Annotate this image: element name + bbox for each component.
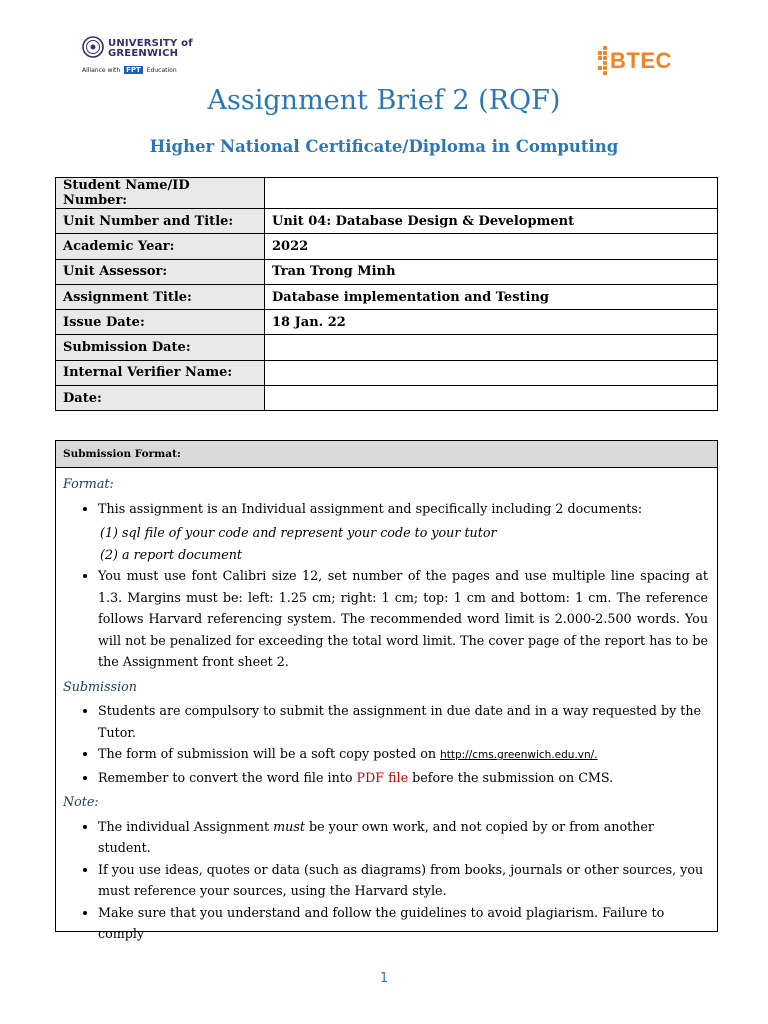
table-row	[56, 386, 718, 411]
submission-format-box	[55, 440, 718, 941]
university-name-line1: UNIVERSITY of	[108, 38, 193, 49]
info-value: Tran Trong Minh	[265, 259, 718, 284]
university-name-line2: GREENWICH	[108, 48, 179, 59]
page-title: Assignment Brief 2 (RQF)	[207, 85, 561, 116]
info-value: 18 Jan. 22	[265, 310, 718, 335]
assignment-info-table	[55, 177, 718, 411]
list-item	[98, 816, 708, 859]
info-value: 2022	[265, 234, 718, 259]
pdf-file-text: PDF file	[356, 769, 409, 785]
table-row	[56, 310, 718, 335]
info-label: Unit Number and Title:	[56, 209, 265, 234]
list-item	[98, 767, 708, 789]
table-row	[56, 360, 718, 385]
info-label: Issue Date:	[56, 310, 265, 335]
info-value	[265, 360, 718, 385]
info-value: Unit 04: Database Design & Development	[265, 209, 718, 234]
document-sublist	[63, 522, 708, 565]
alliance-prefix: Alliance with	[82, 67, 121, 74]
info-value	[265, 386, 718, 411]
info-value	[265, 335, 718, 360]
info-value: Database implementation and Testing	[265, 284, 718, 309]
btec-logo	[595, 44, 672, 78]
info-label: Student Name/ID Number:	[56, 178, 265, 209]
list-item: • You must use font Calibri size 12, set number of the pages and use multiple line spacing at 1.3. Margins must be: left: 1.25 cm; right: 1 cm; top: 1 cm and bottom: 1 cm. The reference follows Harvard referencing system. The recommended word limit is 2.000-2.500 words. You will not be penalized for exceeding the total word limit. The cover page of the report has to be the Assignment front sheet 2.	[98, 565, 708, 673]
format-list-2	[63, 565, 708, 673]
alliance-line	[82, 66, 177, 74]
list-item: (1) sql file of your code and represent your code to your tutor	[100, 525, 497, 540]
table-row	[56, 178, 718, 209]
note-list	[63, 816, 708, 945]
note-text-emphasis: must	[273, 818, 305, 834]
page-number: 1	[379, 971, 389, 986]
submission-format-header: Submission Format:	[56, 441, 717, 468]
university-of-greenwich-logo	[82, 34, 222, 82]
submission-format-body	[56, 468, 717, 945]
note-text-post: be your own work, and not copied by or from another student.	[98, 818, 654, 855]
alliance-suffix: Education	[146, 67, 177, 74]
info-label: Date:	[56, 386, 265, 411]
table-row	[56, 209, 718, 234]
btec-dots-icon	[595, 44, 607, 78]
list-item: • Students are compulsory to submit the assignment in due date and in a way requested by the Tutor.	[98, 700, 708, 743]
list-item: (2) a report document	[100, 546, 242, 562]
info-value	[265, 178, 718, 209]
table-row	[56, 234, 718, 259]
cms-link[interactable]: http://cms.greenwich.edu.vn/.	[440, 749, 598, 761]
page-subtitle: Higher National Certificate/Diploma in Computing	[149, 137, 619, 156]
list-item: • If you use ideas, quotes or data (such as diagrams) from books, journals or other sources, you must reference your sources, using the Harvard style.	[98, 859, 708, 902]
list-item: • Make sure that you understand and follow the guidelines to avoid plagiarism. Failure to comply	[98, 902, 708, 945]
format-heading: Format:	[63, 476, 114, 491]
submission-list	[63, 700, 708, 788]
info-label: Academic Year:	[56, 234, 265, 259]
table-row	[56, 284, 718, 309]
btec-logo-text: BTEC	[610, 48, 672, 73]
note-heading: Note:	[63, 794, 99, 809]
info-label: Assignment Title:	[56, 284, 265, 309]
format-list	[63, 498, 708, 520]
submission-form-text: The form of submission will be a soft copy posted on	[98, 746, 437, 761]
submission-heading: Submission	[63, 678, 137, 694]
greenwich-seal-icon	[82, 36, 104, 58]
list-item: • This assignment is an Individual assignment and specifically including 2 documents:	[98, 498, 708, 520]
info-label: Internal Verifier Name:	[56, 360, 265, 385]
table-row	[56, 259, 718, 284]
table-row	[56, 335, 718, 360]
list-item	[98, 743, 708, 767]
info-label: Submission Date:	[56, 335, 265, 360]
info-label: Unit Assessor:	[56, 259, 265, 284]
note-text-pre: The individual Assignment	[98, 818, 270, 834]
fpt-logo: FPT	[126, 66, 141, 74]
convert-text-post: before the submission on CMS.	[412, 769, 614, 785]
convert-text-pre: Remember to convert the word file into	[98, 769, 353, 785]
